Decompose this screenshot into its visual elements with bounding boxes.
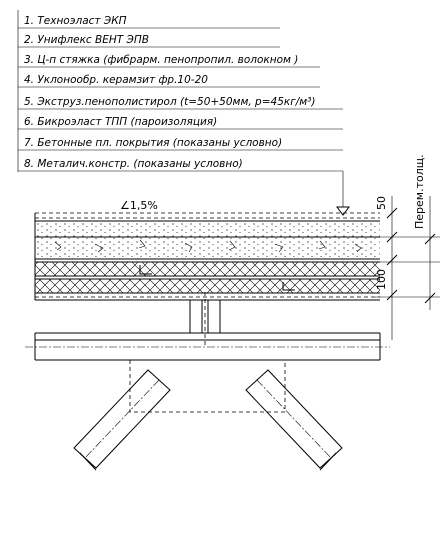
roof-layers — [35, 213, 380, 300]
legend-leader — [337, 171, 349, 215]
metal-beam — [25, 333, 390, 360]
brace-left — [74, 370, 170, 470]
legend-item-2: 2. Унифлекс ВЕНТ ЭПВ — [24, 34, 149, 46]
legend — [18, 10, 343, 172]
slab-rib-right — [208, 300, 220, 333]
gusset-plate — [130, 360, 285, 412]
dimension-50-label: 50 — [375, 196, 388, 210]
structure — [25, 292, 390, 470]
level-marker-icon — [337, 207, 349, 215]
legend-item-4: 4. Уклонообр. керамзит фр.10-20 — [24, 74, 208, 86]
layer-insulation-lower — [35, 279, 380, 293]
legend-item-7: 7. Бетонные пл. покрытия (показаны условно) — [24, 137, 283, 149]
dimension-lines — [375, 196, 440, 340]
dimension-100-label: 100 — [375, 269, 388, 290]
brace-right — [246, 370, 342, 470]
legend-item-3: 3. Ц-п стяжка (фибрарм. пенопропил. волокном ) — [24, 54, 299, 66]
legend-item-1: 1. Техноэласт ЭКП — [24, 15, 127, 27]
legend-item-8: 8. Металич.констр. (показаны условно) — [24, 158, 243, 170]
layer-expanded-clay — [35, 237, 380, 259]
layer-insulation-upper — [35, 262, 380, 276]
slab-rib-left — [190, 300, 202, 333]
legend-item-6: 6. Бикроэласт ТПП (пароизоляция) — [24, 116, 218, 128]
slope-label: ∠1,5% — [120, 199, 158, 212]
legend-item-5: 5. Экструз.пенополистирол (t=50+50мм, p=45кг/м³) — [24, 96, 316, 108]
layer-screed — [35, 221, 380, 237]
variable-thickness-label: Перем.толщ. — [413, 154, 426, 229]
